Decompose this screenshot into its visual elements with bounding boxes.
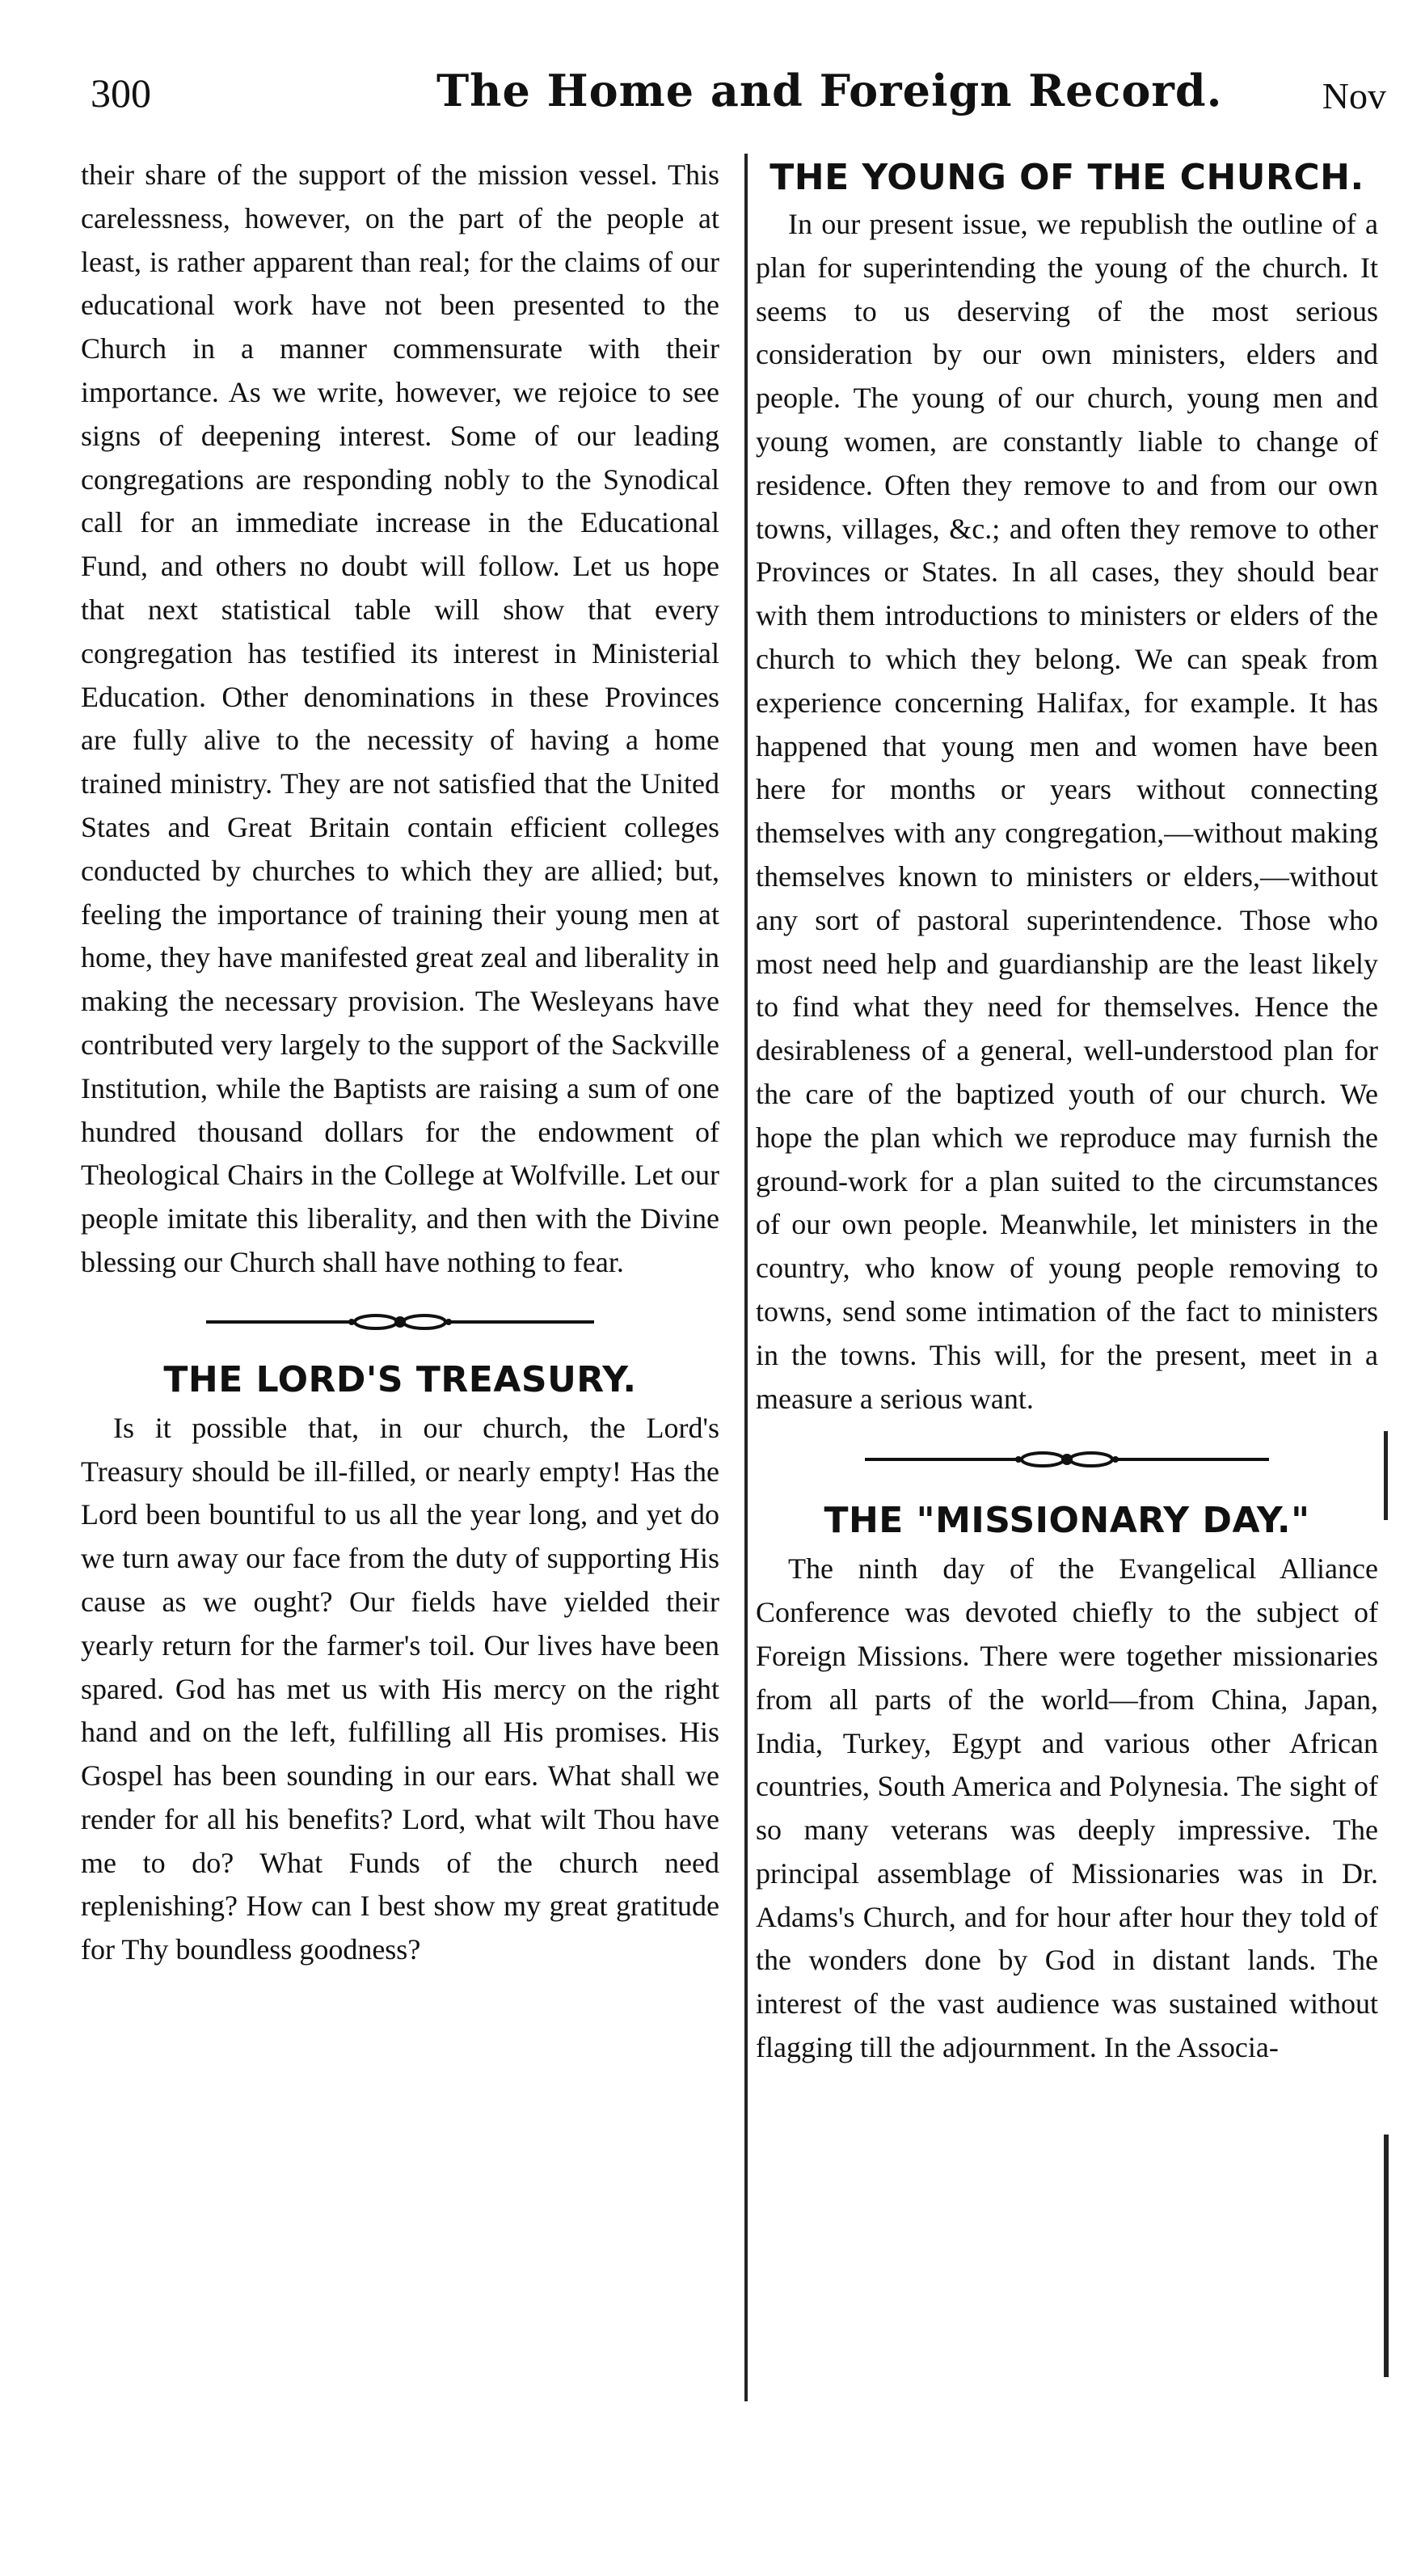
left-column: [81, 154, 719, 1972]
young-of-church-article: In our present issue, we republish the outline of a plan for superintending the young of the church. It seems to us deserving of the most serious consideration by our own ministers, elders and people. The young of our church, young men and young women, are constantly liable to change of residence. Often they remove to and from our own towns, villages, &c.; and often they remove to other Provinces or States. In all cases, they should bear with them introductions to ministers or elders of the church to which they belong. We can speak from experience concerning Halifax, for example. It has happened that young men and women have been here for months or years without connecting themselves with any congregation,—without making themselves known to ministers or elders,—without any sort of pastoral superintendence. Those who most need help and guardianship are the least likely to find what they need for themselves. Hence the desirableness of a general, well-understood plan for the care of the baptized youth of our church. We hope the plan which we reproduce may furnish the ground-work for a plan suited to the circumstances of our own people. Meanwhile, let ministers in the country, who know of young people removing to towns, send some intimation of the fact to ministers in the towns. This will, for the present, meet in a measure a serious want.: [756, 208, 1378, 1415]
margin-mark: [1384, 1431, 1388, 1520]
running-title: The Home and Foreign Record.: [436, 65, 1223, 116]
treasury-heading: THE LORD'S TREASURY.: [163, 1358, 637, 1400]
column-rule: [744, 154, 748, 2401]
page-number: 300: [91, 70, 151, 116]
education-article-continuation: their share of the support of the mission vessel. This carelessness, however, on the part of the people at least, is rather apparent than real; for the claims of our educational work have not been presented to the Church in a manner commensurate with their importance. As we write, however, we rejoice to see signs of deepening interest. Some of our leading congregations are responding nobly to the Synodical call for an immediate increase in the Educational Fund, and others no doubt will follow. Let us hope that next statistical table will show that every congregation has testified its interest in Ministerial Education. Other denominations in these Provinces are fully alive to the necessity of having a home trained ministry. They are not satisfied that the United States and Great Britain contain efficient colleges conducted by churches to which they are allied; but, feeling the importance of training their young men at home, they have manifested great zeal and liberality in making the necessary provision. The Wesleyans have contributed very largely to the support of the Sackville Institution, while the Baptists are raising a sum of one hundred thousand dollars for the endowment of Theological Chairs in the College at Wolfville. Let our people imitate this liberality, and then with the Divine blessing our Church shall have nothing to fear.: [81, 158, 719, 1278]
flourish-divider-icon: [190, 1306, 610, 1338]
missionary-day-heading: THE "MISSIONARY DAY.": [824, 1500, 1310, 1542]
treasury-article: Is it possible that, in our church, the Lord's Treasury should be ill-filled, or nearly empty! Has the Lord been bountiful to us all the year long, and yet do we turn away our face from the duty of supporting His cause as we ought? Our fields have yielded their yearly return for the farmer's toil. Our lives have been spared. God has met us with His mercy on the right hand and on the left, fulfilling all His promises. His Gospel has been sounding in our ears. What shall we render for all his benefits? Lord, what wilt Thou have me to do? What Funds of the church need replenishing? How can I best show my great gratitude for Thy boundless goodness?: [81, 1411, 719, 1966]
flourish-divider-icon: [849, 1443, 1285, 1476]
margin-mark: [1384, 2135, 1389, 2377]
month-label: Nov: [1322, 75, 1386, 116]
page-header: [0, 65, 1404, 137]
missionary-day-article: The ninth day of the Evangelical Alliance Conference was devoted chiefly to the subject of Foreign Missions. There were together missionaries from all parts of the world—from China, Japan, India, Turkey, Egypt and various other African countries, South America and Polynesia. The sight of so many veterans was deeply impressive. The principal assemblage of Missionaries was in Dr. Adams's Church, and for hour after hour they told of the wonders done by God in distant lands. The interest of the vast audience was sustained without flagging till the adjournment. In the Associa-: [756, 1552, 1378, 2064]
young-of-church-heading: THE YOUNG OF THE CHURCH.: [769, 157, 1364, 198]
right-column: [756, 154, 1378, 2070]
